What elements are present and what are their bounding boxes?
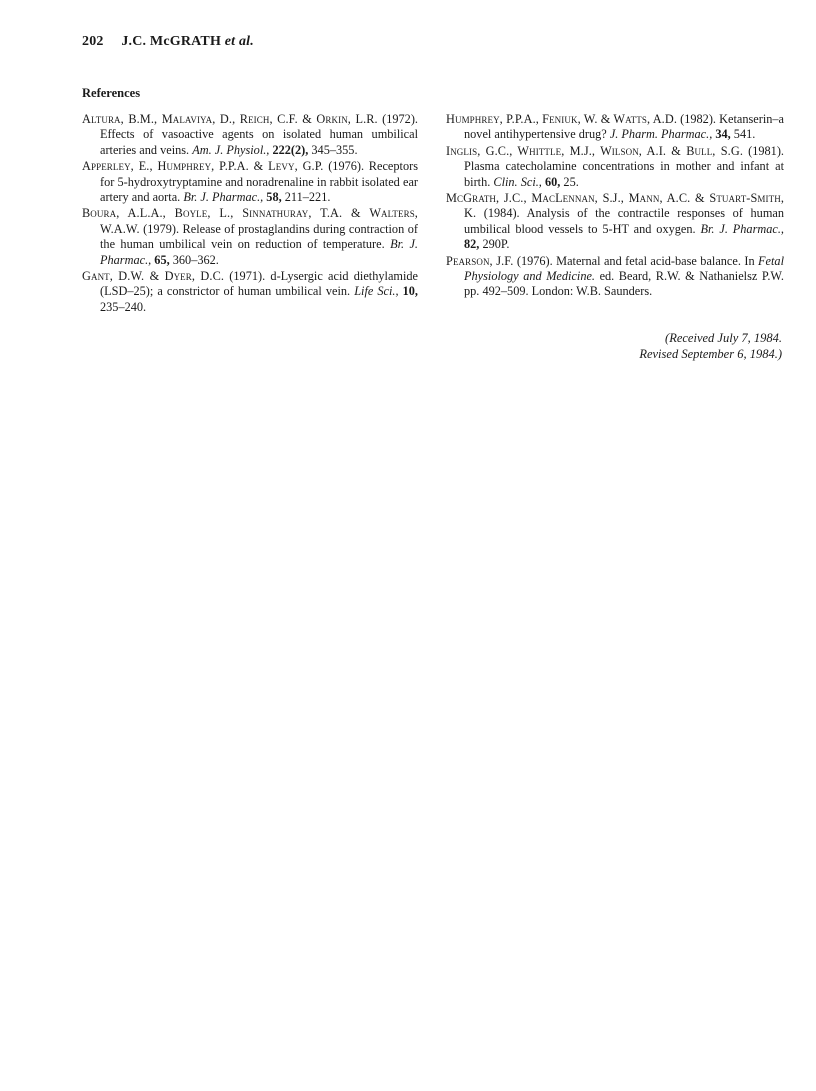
- reference-pages: 360–362.: [169, 252, 219, 267]
- reference-entry: [446, 144, 784, 190]
- reference-text: (1976). Receptors for 5-hydroxytryptamine and noradrenaline in rabbit isolated ear artery and aorta.: [100, 159, 418, 205]
- reference-volume: 60,: [541, 174, 561, 189]
- reference-pages: 290P.: [479, 237, 510, 252]
- reference-text: (1979). Release of prostaglandins during contraction of the human umbilical vein on reduction of temperature.: [100, 221, 418, 252]
- reference-journal: J. Pharm. Pharmac.,: [609, 127, 713, 142]
- reference-journal: Br. J. Pharmac.,: [700, 221, 784, 236]
- reference-volume: 34,: [712, 127, 731, 142]
- reference-volume: 82,: [464, 237, 480, 252]
- page-number: 202: [82, 34, 104, 49]
- received-date: (Received July 7, 1984.: [665, 331, 782, 345]
- received-dates: [446, 330, 782, 362]
- reference-pages: 211–221.: [281, 190, 331, 205]
- references-column-right: [446, 112, 784, 301]
- reference-pages: 541.: [730, 127, 756, 142]
- reference-text: (1976). Maternal and fetal acid-base balance. In: [513, 253, 759, 268]
- reference-entry: [82, 206, 418, 268]
- reference-pages: 25.: [560, 174, 579, 189]
- reference-journal: Br. J. Pharmac.,: [100, 237, 418, 267]
- reference-journal: Fetal Physiology and Medicine.: [464, 253, 784, 284]
- reference-pages: ed. Beard, R.W. & Nathanielsz P.W. pp. 492–509. London: W.B. Saunders.: [464, 269, 784, 299]
- reference-pages: 235–240.: [100, 299, 147, 314]
- reference-volume: 10,: [398, 284, 418, 299]
- running-header: [82, 34, 254, 50]
- reference-journal: Br. J. Pharmac.,: [183, 190, 264, 205]
- reference-text: (1984). Analysis of the contractile responses of human umbilical blood vessels to 5-HT and oxygen.: [464, 206, 784, 236]
- reference-journal: Life Sci.,: [354, 284, 399, 299]
- reference-text: (1982). Ketanserin–a novel antihypertensive drug?: [464, 112, 784, 142]
- reference-entry: [446, 112, 784, 143]
- reference-text: (1972). Effects of vasoactive agents on isolated human umbilical arteries and veins.: [100, 112, 418, 157]
- reference-text: (1971). d-Lysergic acid diethylamide (LSD–25); a constrictor of human umbilical vein.: [100, 269, 418, 299]
- running-authors: [121, 34, 254, 49]
- revised-date: Revised September 6, 1984.): [639, 347, 782, 361]
- reference-volume: 58,: [263, 190, 282, 205]
- reference-text: (1981). Plasma catecholamine concentrations in mother and infant at birth.: [464, 143, 784, 189]
- reference-authors: Altura, B.M., Malaviya, D., Reich, C.F. & Orkin, L.R.: [82, 112, 378, 126]
- reference-entry: [446, 191, 784, 253]
- reference-volume: 222(2),: [269, 142, 309, 157]
- reference-authors: McGrath, J.C., MacLennan, S.J., Mann, A.C. & Stuart-Smith, K.: [446, 191, 784, 221]
- reference-authors: Inglis, G.C., Whittle, M.J., Wilson, A.I. & Bull, S.G.: [446, 143, 743, 158]
- references-column-left: [82, 112, 418, 316]
- reference-authors: Apperley, E., Humphrey, P.P.A. & Levy, G.P.: [82, 159, 324, 174]
- reference-entry: [82, 269, 418, 315]
- reference-entry: [82, 159, 418, 205]
- reference-pages: 345–355.: [308, 142, 358, 157]
- reference-journal: Clin. Sci.,: [493, 174, 542, 189]
- reference-authors: Gant, D.W. & Dyer, D.C.: [82, 269, 225, 284]
- references-heading: References: [82, 86, 141, 100]
- reference-authors: Pearson, J.F.: [446, 253, 514, 268]
- reference-authors: Boura, A.L.A., Boyle, L., Sinnathuray, T.A. & Walters, W.A.W.: [82, 206, 418, 236]
- reference-authors: Humphrey, P.P.A., Feniuk, W. & Watts, A.D.: [446, 112, 678, 126]
- reference-entry: [82, 112, 418, 158]
- reference-entry: [446, 254, 784, 300]
- running-authors-main: J.C. McGRATH: [121, 34, 225, 49]
- reference-volume: 65,: [151, 252, 170, 267]
- running-authors-etal: et al.: [224, 34, 254, 49]
- reference-journal: Am. J. Physiol.,: [192, 142, 270, 157]
